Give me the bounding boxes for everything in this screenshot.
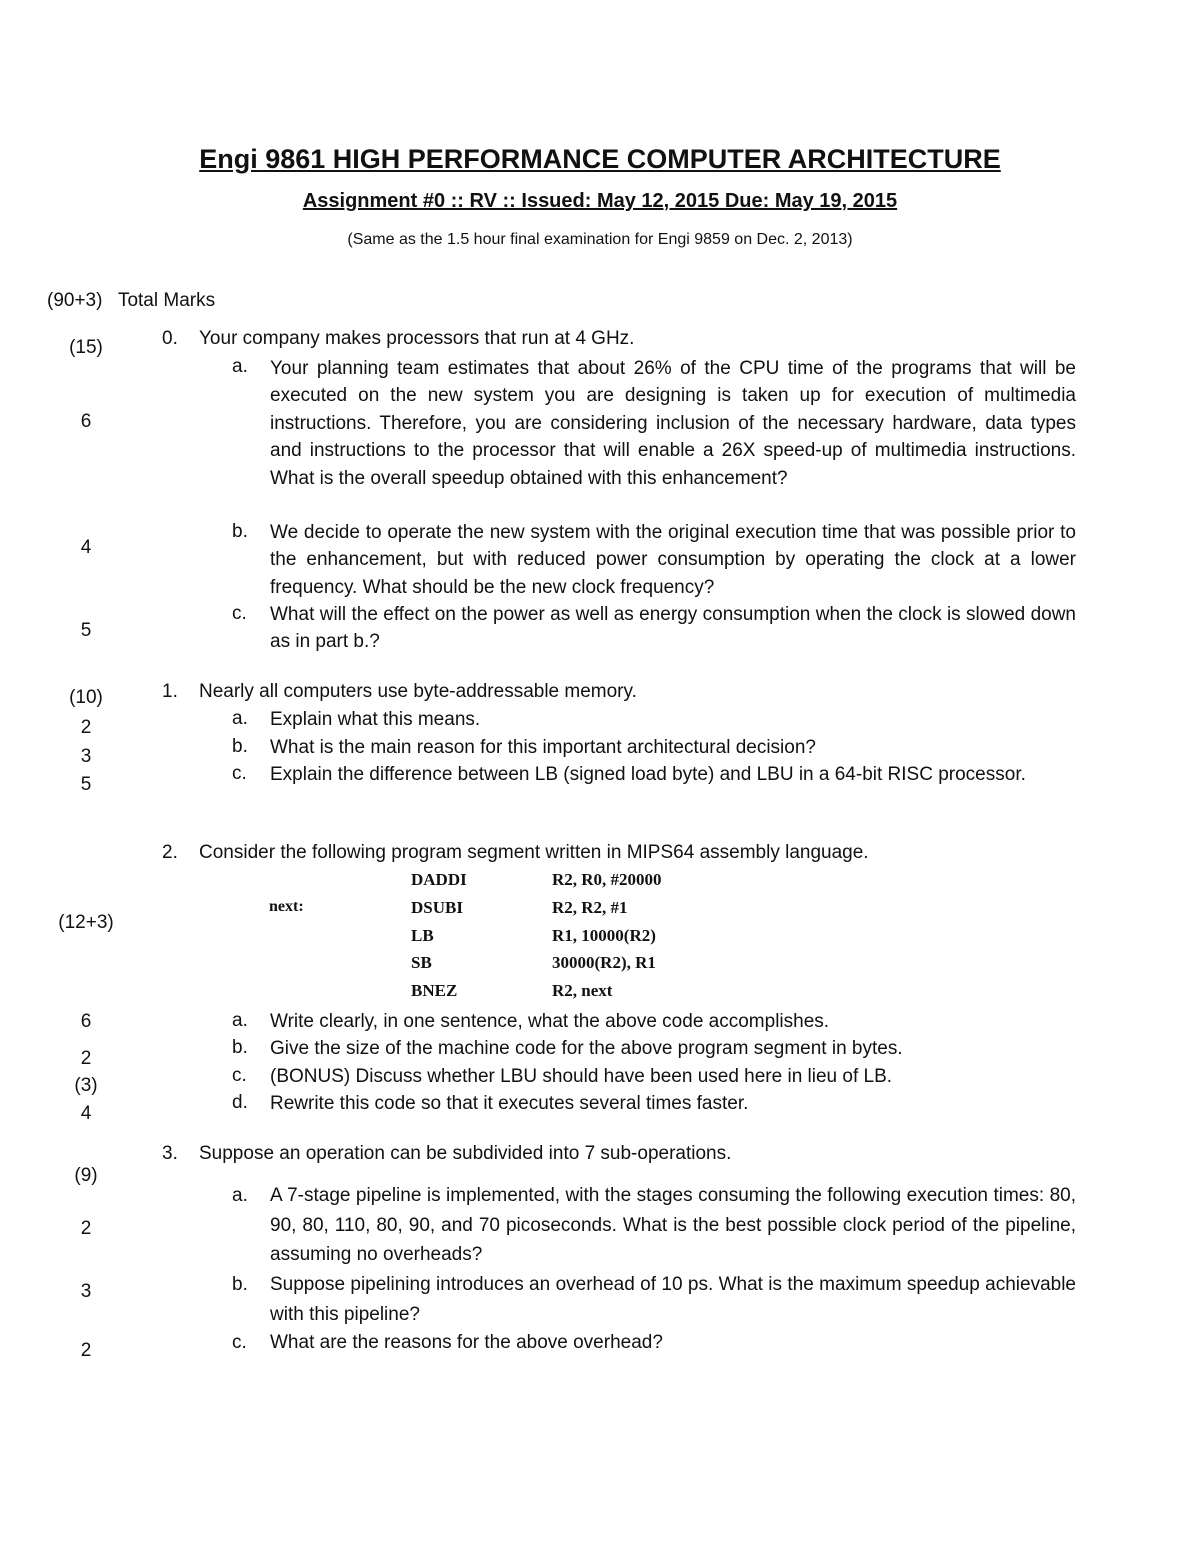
part-marks: (3)	[74, 1075, 98, 1096]
part-letter: a.	[232, 1010, 248, 1031]
part-letter: a.	[232, 356, 248, 377]
question-1-marks: (10)	[69, 687, 103, 708]
code-args: R2, R2, #1	[552, 898, 628, 917]
part-marks: 6	[80, 411, 92, 432]
part-letter: a.	[232, 708, 248, 729]
part-marks: 2	[80, 1340, 92, 1361]
part-letter: b.	[232, 1274, 248, 1295]
question-1-text: Nearly all computers use byte-addressable memory.	[199, 681, 637, 702]
part-letter: b.	[232, 736, 248, 757]
part-letter: c.	[232, 603, 247, 624]
part-marks: 2	[80, 717, 92, 738]
code-op: DADDI	[411, 870, 467, 889]
question-0-number: 0.	[162, 328, 178, 349]
question-3-text: Suppose an operation can be subdivided into 7 sub-operations.	[199, 1143, 732, 1164]
part-text: (BONUS) Discuss whether LBU should have been used here in lieu of LB.	[270, 1066, 893, 1087]
part-marks: 6	[80, 1011, 92, 1032]
part-text: Explain the difference between LB (signed load byte) and LBU in a 64-bit RISC processor.	[270, 764, 1026, 785]
part-text: Rewrite this code so that it executes several times faster.	[270, 1093, 749, 1114]
code-args: R2, next	[552, 981, 613, 1000]
code-args: 30000(R2), R1	[552, 953, 656, 972]
part-text: What is the main reason for this important architectural decision?	[270, 737, 816, 758]
part-marks: 5	[80, 620, 92, 641]
part-letter: d.	[232, 1092, 248, 1113]
question-3-marks: (9)	[74, 1165, 98, 1186]
total-marks	[47, 290, 215, 312]
code-args: R2, R0, #20000	[552, 870, 662, 889]
question-1-number: 1.	[162, 681, 178, 702]
question-2-text: Consider the following program segment written in MIPS64 assembly language.	[199, 842, 869, 863]
part-letter: b.	[232, 1037, 248, 1058]
part-text: Your planning team estimates that about 26% of the CPU time of the programs that will be executed on the new system you are designing is taken up for execution of multimedia instructions. Therefore, you are considering inclusion of the necessary hardware, data types and instructions to the processor that will enable a 26X speed-up of multimedia instructions. What is the overall speedup obtained with this enhancement?	[270, 358, 1076, 489]
question-0-text: Your company makes processors that run at 4 GHz.	[199, 328, 635, 349]
part-letter: b.	[232, 521, 248, 542]
part-marks: 3	[80, 1281, 92, 1302]
part-letter: c.	[232, 763, 247, 784]
part-marks: 4	[80, 537, 92, 558]
part-text: We decide to operate the new system with the original execution time that was possible prior to the enhancement, but with reduced power consumption by operating the clock at a lower frequency. What should be the new clock frequency?	[270, 522, 1076, 598]
part-letter: c.	[232, 1332, 247, 1353]
code-op: SB	[411, 953, 432, 972]
code-op: LB	[411, 926, 434, 945]
code-op: DSUBI	[411, 898, 463, 917]
part-marks: 2	[80, 1218, 92, 1239]
assignment-subtitle: Assignment #0 :: RV :: Issued: May 12, 2015 Due: May 19, 2015	[302, 190, 898, 212]
total-marks-label: Total Marks	[117, 290, 216, 311]
part-text: Write clearly, in one sentence, what the above code accomplishes.	[270, 1011, 830, 1032]
code-args: R1, 10000(R2)	[552, 926, 656, 945]
part-text: A 7-stage pipeline is implemented, with the stages consuming the following execution times: 80, 90, 80, 110, 80, 90, and 70 picoseconds. What is the best possible clock period of the pipeline, assuming no overheads?	[270, 1185, 1076, 1266]
question-2-number: 2.	[162, 842, 178, 863]
part-text: Give the size of the machine code for the above program segment in bytes.	[270, 1038, 903, 1059]
page-title: Engi 9861 HIGH PERFORMANCE COMPUTER ARCHITECTURE	[199, 144, 1001, 174]
code-op: BNEZ	[411, 981, 458, 1000]
question-3-number: 3.	[162, 1143, 178, 1164]
question-0-marks: (15)	[69, 337, 103, 358]
part-text: Suppose pipelining introduces an overhead of 10 ps. What is the maximum speedup achievable with this pipeline?	[270, 1274, 1076, 1325]
part-marks: 2	[80, 1048, 92, 1069]
total-marks-value: (90+3)	[47, 290, 103, 311]
part-letter: c.	[232, 1065, 247, 1086]
part-text: What will the effect on the power as well as energy consumption when the clock is slowed down as in part b.?	[270, 604, 1076, 653]
part-marks: 4	[80, 1103, 92, 1124]
exam-note: (Same as the 1.5 hour final examination for Engi 9859 on Dec. 2, 2013)	[347, 231, 853, 248]
code-label: next:	[269, 898, 304, 915]
part-marks: 3	[80, 746, 92, 767]
question-2-marks: (12+3)	[58, 912, 114, 933]
part-text: Explain what this means.	[270, 709, 481, 730]
part-marks: 5	[80, 774, 92, 795]
part-text: What are the reasons for the above overhead?	[270, 1332, 663, 1353]
part-letter: a.	[232, 1185, 248, 1206]
